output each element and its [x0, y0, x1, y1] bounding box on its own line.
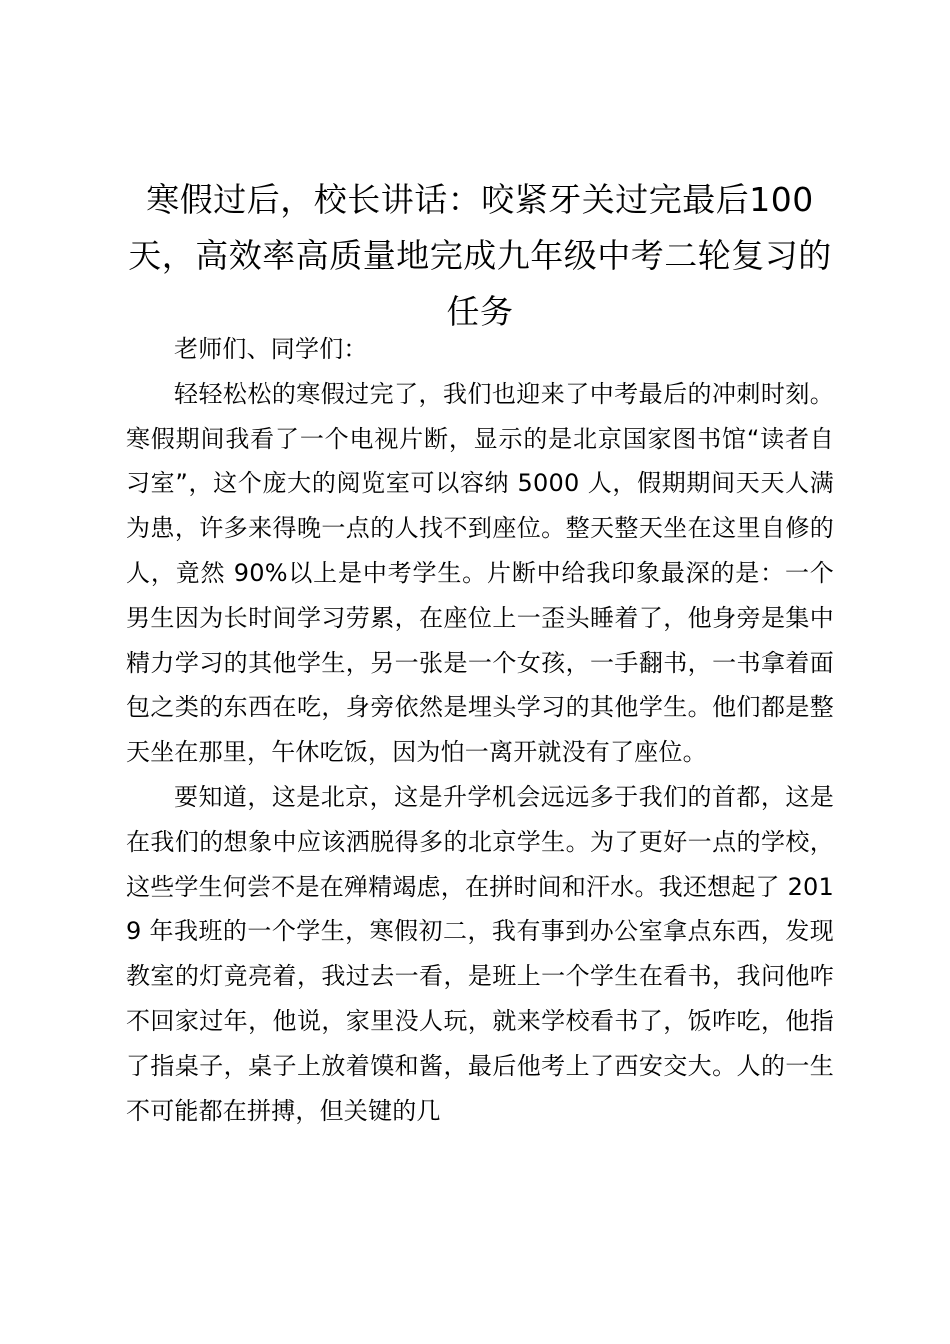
- document-title: 寒假过后，校长讲话：咬紧牙关过完最后100天，高效率高质量地完成九年级中考二轮复习的任务: [128, 180, 832, 331]
- greeting-paragraph: 老师们、同学们：: [174, 335, 368, 363]
- body-paragraph-1: 轻轻松松的寒假过完了，我们也迎来了中考最后的冲刺时刻。寒假期间我看了一个电视片断，显示的是北京国家图书馆“读者自习室”，这个庞大的阅览室可以容纳 5000 人，假期期间天天人满为患，许多来得晚一点的人找不到座位。整天整天坐在这里自修的人，竟然 90%以上是中考学生。片断中给我印象最深的是：一个男生因为长时间学习劳累，在座位上一歪头睡着了，他身旁是集中精力学习的其他学生，另一张是一个女孩，一手翻书，一书拿着面包之类的东西在吃，身旁依然是埋头学习的其他学生。他们都是整天坐在那里，午休吃饭，因为怕一离开就没有了座位。: [126, 379, 834, 767]
- document-body: [126, 327, 834, 1133]
- body-paragraph-2: 要知道，这是北京，这是升学机会远远多于我们的首都，这是在我们的想象中应该洒脱得多的北京学生。为了更好一点的学校，这些学生何尝不是在殚精竭虑，在拼时间和汗水。我还想起了 2019 年我班的一个学生，寒假初二，我有事到办公室拿点东西，发现教室的灯竟亮着，我过去一看，是班上一个学生在看书，我问他咋不回家过年，他说，家里没人玩，就来学校看书了，饭咋吃，他指了指桌子，桌子上放着馍和酱，最后他考上了西安交大。人的一生不可能都在拼搏，但关键的几: [126, 782, 834, 1125]
